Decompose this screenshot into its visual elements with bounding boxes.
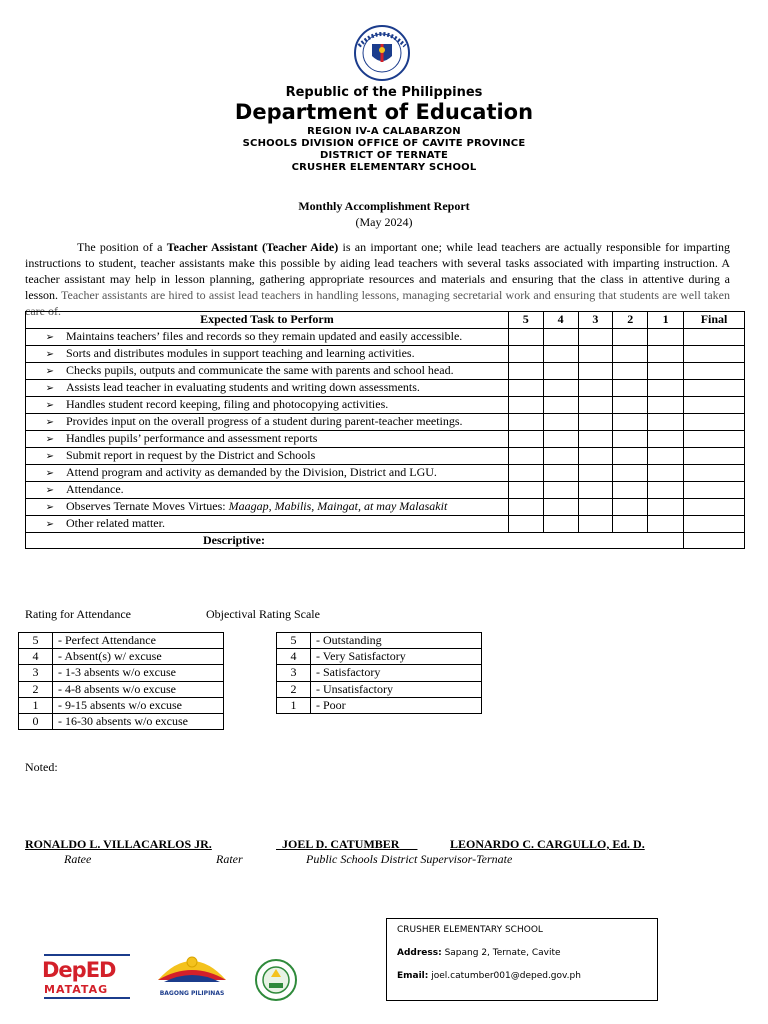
scale-row (19, 681, 224, 697)
arrow-bullet-icon: ➢ (45, 467, 54, 479)
attendance-label: Rating for Attendance (25, 607, 131, 621)
rating-cell-2[interactable] (613, 328, 648, 345)
rating-cell-final[interactable] (684, 362, 745, 379)
scale-score: 4 (19, 649, 53, 665)
scale-row (19, 633, 224, 649)
rating-cell-3[interactable] (578, 362, 613, 379)
scale-score: 3 (277, 665, 311, 681)
rating-cell-4[interactable] (543, 515, 578, 532)
rating-cell-2[interactable] (613, 447, 648, 464)
task-row (26, 464, 745, 481)
task-text: Sorts and distributes modules in support teaching and learning activities. (66, 345, 415, 360)
rating-cell-1[interactable] (648, 515, 684, 532)
rating-cell-final[interactable] (684, 498, 745, 515)
rater-name: JOEL D. CATUMBER (282, 837, 400, 851)
scale-row (277, 681, 482, 697)
task-text: Attend program and activity as demanded by the Division, District and LGU. (66, 464, 437, 479)
rating-cell-1[interactable] (648, 481, 684, 498)
task-cell (26, 379, 509, 396)
scale-score: 5 (19, 633, 53, 649)
descriptive-row (26, 532, 745, 549)
header-5: 5 (508, 312, 543, 329)
info-email: Email: joel.catumber001@deped.gov.ph (397, 971, 581, 981)
rating-cell-2[interactable] (613, 481, 648, 498)
rating-cell-final[interactable] (684, 515, 745, 532)
rating-cell-5[interactable] (508, 481, 543, 498)
matatag-text: MATATAG (44, 983, 109, 996)
rating-cell-final[interactable] (684, 396, 745, 413)
arrow-bullet-icon: ➢ (45, 382, 54, 394)
task-row (26, 447, 745, 464)
scale-description: - Satisfactory (311, 665, 482, 681)
rating-cell-4[interactable] (543, 481, 578, 498)
school-line: CRUSHER ELEMENTARY SCHOOL (291, 162, 477, 173)
rating-cell-4[interactable] (543, 498, 578, 515)
task-cell (26, 498, 509, 515)
descriptive-label: Descriptive: (26, 532, 684, 549)
task-row (26, 430, 745, 447)
objective-rows (277, 633, 482, 714)
task-row (26, 396, 745, 413)
rating-cell-3[interactable] (578, 379, 613, 396)
rating-cell-1[interactable] (648, 464, 684, 481)
rating-cell-2[interactable] (613, 345, 648, 362)
department-title: Department of Education (234, 100, 534, 124)
task-text: Maintains teachers’ files and records so they remain updated and easily accessible. (66, 328, 463, 343)
supervisor-role: Public Schools District Supervisor-Ternate (306, 852, 513, 866)
task-row (26, 379, 745, 396)
division-line: SCHOOLS DIVISION OFFICE OF CAVITE PROVINCE (242, 138, 526, 149)
deped-logo-text: DepED (42, 958, 116, 982)
scale-row (277, 649, 482, 665)
task-row (26, 345, 745, 362)
task-text: Other related matter. (66, 515, 165, 530)
rating-cell-1[interactable] (648, 396, 684, 413)
arrow-bullet-icon: ➢ (45, 399, 54, 411)
scale-description: - Poor (311, 697, 482, 713)
rating-cell-1[interactable] (648, 447, 684, 464)
rating-cell-4[interactable] (543, 447, 578, 464)
task-cell (26, 481, 509, 498)
rating-cell-4[interactable] (543, 328, 578, 345)
scale-row (19, 649, 224, 665)
rating-cell-3[interactable] (578, 481, 613, 498)
rating-cell-final[interactable] (684, 328, 745, 345)
scale-score: 1 (19, 697, 53, 713)
scale-description: - 9-15 absents w/o excuse (53, 697, 224, 713)
rating-cell-4[interactable] (543, 430, 578, 447)
task-rows (26, 328, 745, 532)
rating-cell-final[interactable] (684, 464, 745, 481)
scale-description: - Outstanding (311, 633, 482, 649)
task-table-header (26, 312, 745, 329)
rating-cell-4[interactable] (543, 345, 578, 362)
deped-matatag-logo (42, 954, 132, 1000)
supervisor-name: LEONARDO C. CARGULLO, Ed. D. (450, 837, 645, 851)
noted-label: Noted: (25, 760, 58, 774)
rating-cell-2[interactable] (613, 430, 648, 447)
republic-line: Republic of the Philippines (285, 85, 483, 100)
rating-cell-5[interactable] (508, 362, 543, 379)
report-period: (May 2024) (355, 215, 413, 229)
rating-cell-5[interactable] (508, 447, 543, 464)
scale-score: 5 (277, 633, 311, 649)
arrow-bullet-icon: ➢ (45, 433, 54, 445)
task-cell (26, 396, 509, 413)
arrow-bullet-icon: ➢ (45, 416, 54, 428)
task-text: Provides input on the overall progress of a student during parent-teacher meetings. (66, 413, 463, 428)
task-text: Checks pupils, outputs and communicate the same with parents and school head. (66, 362, 454, 377)
district-line: DISTRICT OF TERNATE (319, 150, 449, 161)
scale-description: - 4-8 absents w/o excuse (53, 681, 224, 697)
scale-score: 4 (277, 649, 311, 665)
task-text: Submit report in request by the District and Schools (66, 447, 316, 462)
rating-cell-5[interactable] (508, 515, 543, 532)
virtues-text: Maagap, Mabilis, Maingat, at may Malasakit (228, 498, 448, 513)
ratee-name: RONALDO L. VILLACARLOS JR. (25, 837, 212, 851)
rating-cell-1[interactable] (648, 413, 684, 430)
school-info-box (386, 918, 658, 1001)
scale-description: - 1-3 absents w/o excuse (53, 665, 224, 681)
rating-cell-4[interactable] (543, 413, 578, 430)
arrow-bullet-icon: ➢ (45, 365, 54, 377)
arrow-bullet-icon: ➢ (45, 348, 54, 360)
attendance-rows (19, 633, 224, 730)
rating-cell-3[interactable] (578, 447, 613, 464)
scale-row (277, 633, 482, 649)
rating-cell-1[interactable] (648, 345, 684, 362)
rating-cell-3[interactable] (578, 413, 613, 430)
rating-cell-4[interactable] (543, 362, 578, 379)
rating-cell-3[interactable] (578, 498, 613, 515)
rating-cell-3[interactable] (578, 328, 613, 345)
task-cell (26, 413, 509, 430)
info-address: Address: Sapang 2, Ternate, Cavite (397, 948, 561, 958)
sun-flag-icon (146, 950, 238, 990)
rating-cell-5[interactable] (508, 430, 543, 447)
scale-score: 3 (19, 665, 53, 681)
task-text: Handles student record keeping, filing and photocopying activities. (66, 396, 389, 411)
task-row (26, 498, 745, 515)
rating-cell-final[interactable] (684, 345, 745, 362)
task-row (26, 413, 745, 430)
rating-cell-final[interactable] (684, 481, 745, 498)
rating-cell-4[interactable] (543, 464, 578, 481)
arrow-bullet-icon: ➢ (45, 450, 54, 462)
rating-cell-5[interactable] (508, 379, 543, 396)
rating-cell-final[interactable] (684, 447, 745, 464)
info-school-name: CRUSHER ELEMENTARY SCHOOL (397, 925, 543, 935)
header-4: 4 (543, 312, 578, 329)
deped-seal (345, 24, 419, 82)
rater-role: Rater (216, 852, 243, 866)
rating-cell-4[interactable] (543, 396, 578, 413)
task-text: Attendance. (66, 481, 124, 496)
bagong-pilipinas-text: BAGONG PILIPINAS (159, 990, 225, 997)
header-2: 2 (613, 312, 648, 329)
ratee-role: Ratee (64, 852, 92, 866)
rating-cell-2[interactable] (613, 362, 648, 379)
task-table (25, 311, 745, 549)
rating-cell-5[interactable] (508, 413, 543, 430)
header-3: 3 (578, 312, 613, 329)
task-row (26, 515, 745, 532)
task-cell (26, 447, 509, 464)
rating-cell-2[interactable] (613, 413, 648, 430)
task-cell (26, 430, 509, 447)
task-cell (26, 464, 509, 481)
rating-cell-2[interactable] (613, 498, 648, 515)
scale-description: - Absent(s) w/ excuse (53, 649, 224, 665)
bagong-pilipinas-logo (146, 950, 238, 1000)
task-cell (26, 362, 509, 379)
rating-cell-3[interactable] (578, 515, 613, 532)
task-text: Handles pupils’ performance and assessment reports (66, 430, 318, 445)
rating-cell-final[interactable] (684, 430, 745, 447)
scale-row (277, 697, 482, 713)
header-final: Final (684, 312, 745, 329)
rating-cell-2[interactable] (613, 396, 648, 413)
task-row (26, 362, 745, 379)
scale-description: - Very Satisfactory (311, 649, 482, 665)
attendance-table (18, 632, 224, 730)
task-row (26, 328, 745, 345)
rating-cell-2[interactable] (613, 515, 648, 532)
header-1: 1 (648, 312, 684, 329)
school-seal-logo (255, 959, 297, 1001)
rating-cell-4[interactable] (543, 379, 578, 396)
rating-cell-1[interactable] (648, 362, 684, 379)
scale-row (19, 713, 224, 729)
rating-cell-1[interactable] (648, 430, 684, 447)
task-text: Observes Ternate Moves Virtues: (66, 498, 229, 513)
scale-score: 0 (19, 713, 53, 729)
scale-description: - Perfect Attendance (53, 633, 224, 649)
arrow-bullet-icon: ➢ (45, 484, 54, 496)
rating-cell-5[interactable] (508, 328, 543, 345)
rating-cell-1[interactable] (648, 498, 684, 515)
descriptive-final-cell[interactable] (684, 532, 745, 549)
report-title: Monthly Accomplishment Report (298, 199, 470, 213)
header-task: Expected Task to Perform (26, 312, 509, 329)
scale-row (277, 665, 482, 681)
rating-cell-final[interactable] (684, 413, 745, 430)
rating-cell-2[interactable] (613, 379, 648, 396)
task-cell (26, 328, 509, 345)
rating-cell-5[interactable] (508, 345, 543, 362)
scale-row (19, 697, 224, 713)
rating-cell-3[interactable] (578, 464, 613, 481)
rating-cell-3[interactable] (578, 345, 613, 362)
rating-cell-5[interactable] (508, 464, 543, 481)
task-row (26, 481, 745, 498)
task-cell (26, 345, 509, 362)
rating-cell-1[interactable] (648, 379, 684, 396)
intro-paragraph: The position of a Teacher Assistant (Teacher Aide) is an important one; while lead teachers are actually responsible for imparting instructions to student, teacher assistants make this possible by aiding lead teachers with several tasks associated with imparting instruction. A teacher assistant may help in lesson planning, gathering appropriate resources and materials and ensuring that the class in attentive during a lesson. Teacher assistants are hired to assist lead teachers in handling lessons, managing secretarial work and ensuring that students are well taken care of. (25, 240, 730, 318)
arrow-bullet-icon: ➢ (45, 331, 54, 343)
rating-cell-final[interactable] (684, 379, 745, 396)
arrow-bullet-icon: ➢ (45, 501, 54, 513)
scale-description: - Unsatisfactory (311, 681, 482, 697)
scale-description: - 16-30 absents w/o excuse (53, 713, 224, 729)
task-text: Assists lead teacher in evaluating students and writing down assessments. (66, 379, 420, 394)
objective-table (276, 632, 482, 714)
rating-cell-3[interactable] (578, 430, 613, 447)
rating-cell-5[interactable] (508, 396, 543, 413)
scale-row (19, 665, 224, 681)
scale-score: 1 (277, 697, 311, 713)
arrow-bullet-icon: ➢ (45, 518, 54, 530)
objective-label: Objectival Rating Scale (206, 607, 320, 621)
rating-cell-5[interactable] (508, 498, 543, 515)
rating-cell-3[interactable] (578, 396, 613, 413)
rating-cell-1[interactable] (648, 328, 684, 345)
task-cell (26, 515, 509, 532)
rating-cell-2[interactable] (613, 464, 648, 481)
scale-score: 2 (277, 681, 311, 697)
scale-score: 2 (19, 681, 53, 697)
region-line: REGION IV-A CALABARZON (307, 126, 461, 137)
